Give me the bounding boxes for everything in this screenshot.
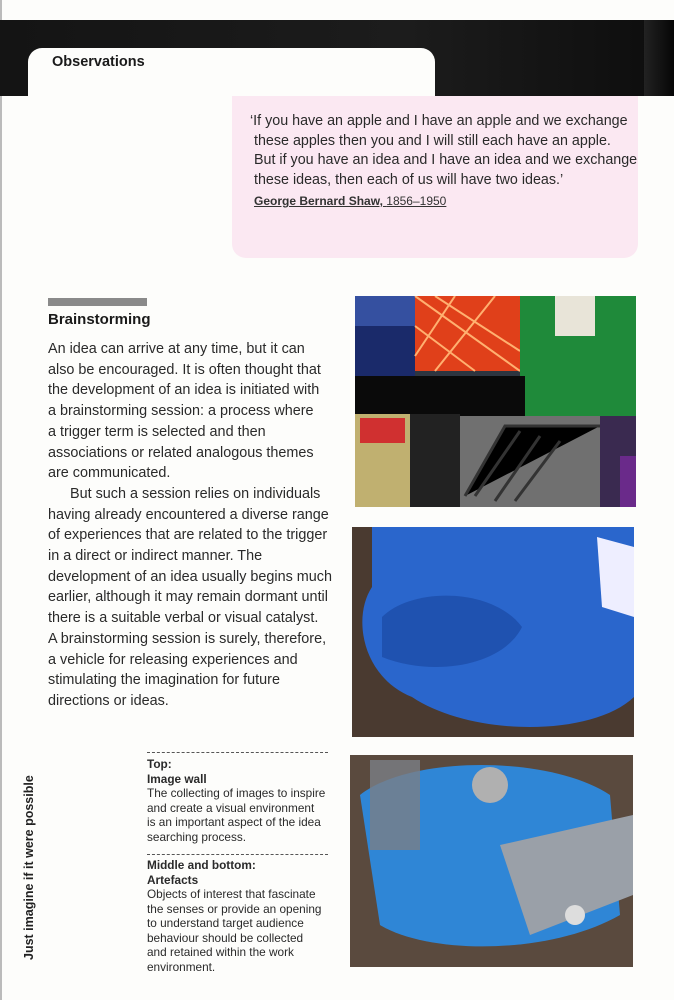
quote-author: George Bernard Shaw,	[254, 194, 383, 208]
caption-image-wall	[147, 757, 325, 844]
quote-line: But if you have an idea and I have an idea and we exchange	[254, 152, 638, 168]
caption-divider	[147, 752, 328, 753]
body-line: associations or related analogous themes	[48, 444, 314, 461]
caption-title: Artefacts	[147, 872, 199, 887]
boxing-glove-photo	[352, 527, 634, 737]
inline-skate-photo	[350, 755, 633, 967]
caption-line: and retained within the work	[147, 945, 294, 959]
header-band-edge	[644, 20, 674, 96]
caption-title: Image wall	[147, 771, 207, 786]
body-line: a trigger term is selected and then	[48, 423, 266, 440]
quote-attribution	[254, 194, 446, 208]
quote-line: these apples then you and I will still each have an apple.	[254, 132, 611, 149]
caption-line: to understand target audience	[147, 916, 304, 930]
caption-divider	[147, 854, 328, 855]
article-body	[48, 339, 332, 712]
quote-line: these ideas, then each of us will have two ideas.’	[254, 171, 564, 188]
body-line: the development of an idea is initiated with	[48, 382, 320, 399]
body-line: in a direct or indirect manner. The	[48, 548, 263, 565]
body-line: stimulating the imagination for future	[48, 672, 280, 689]
body-line: a vehicle for releasing experiences and	[48, 651, 298, 668]
quote-text	[250, 112, 637, 190]
running-title: Just imagine if it were possible	[22, 775, 36, 960]
quote-line: ‘If you have an apple and I have an apple and we exchange	[250, 113, 628, 129]
page-spine-edge	[0, 0, 2, 1000]
image-wall-photo	[355, 296, 636, 507]
caption-line: and create a visual environment	[147, 800, 315, 815]
caption-line: is an important aspect of the idea	[147, 815, 321, 829]
body-line: directions or ideas.	[48, 692, 169, 709]
body-line: A brainstorming session is surely, therefore,	[48, 630, 327, 647]
caption-line: searching process.	[147, 829, 247, 844]
section-title: Observations	[52, 54, 145, 70]
caption-artefacts	[147, 858, 321, 974]
body-line: a brainstorming session: a process where	[48, 403, 314, 420]
body-line: also be encouraged. It is often thought that	[48, 361, 321, 378]
caption-position: Top:	[147, 757, 172, 771]
caption-line: environment.	[147, 959, 216, 974]
body-line: there is a suitable verbal or visual catalyst.	[48, 610, 319, 627]
body-line: are communicated.	[48, 465, 171, 482]
heading-rule	[48, 298, 147, 306]
article-heading: Brainstorming	[48, 311, 151, 328]
caption-line: the senses or provide an opening	[147, 901, 322, 916]
body-line: having already encountered a diverse range	[48, 506, 329, 523]
quote-years: 1856–1950	[386, 194, 447, 208]
body-line: earlier, although it may remain dormant until	[48, 589, 328, 606]
caption-line: behaviour should be collected	[147, 930, 304, 945]
body-line: But such a session relies on individuals	[70, 485, 321, 502]
body-line: of experiences that are related to the trigger	[48, 527, 328, 544]
body-line: development of an idea usually begins much	[48, 568, 332, 585]
caption-line: Objects of interest that fascinate	[147, 887, 316, 901]
caption-line: The collecting of images to inspire	[147, 786, 326, 800]
body-line: An idea can arrive at any time, but it can	[48, 341, 305, 357]
caption-position: Middle and bottom:	[147, 858, 256, 872]
